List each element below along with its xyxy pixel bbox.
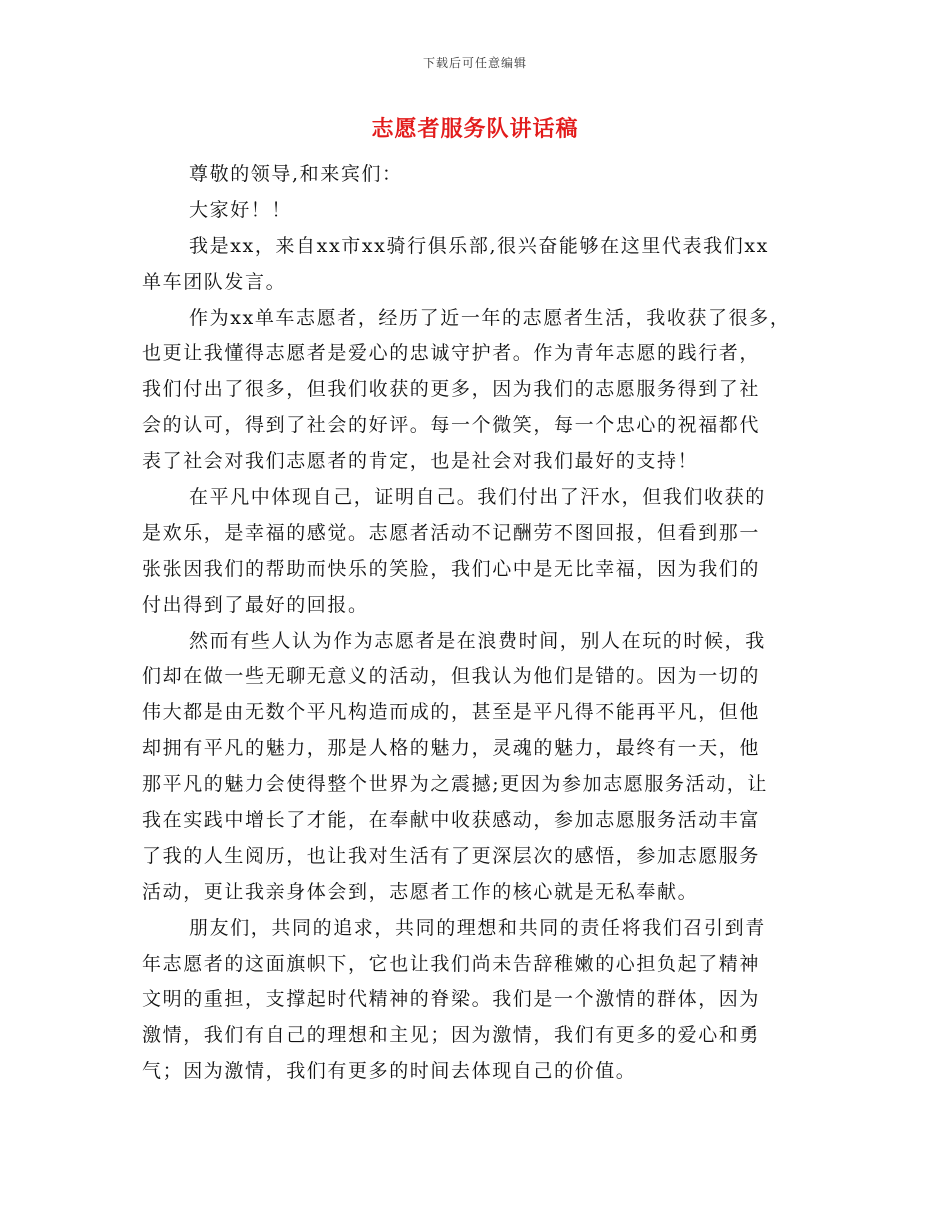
body-line: 尊敬的领导,和来宾们： bbox=[189, 163, 403, 185]
body-line: 文明的重担，支撑起时代精神的脊梁。我们是一个激情的群体，因为 bbox=[142, 988, 761, 1011]
body-line: 单车团队发言。 bbox=[142, 270, 287, 293]
body-line: 大家好！！ bbox=[189, 198, 293, 221]
body-line: 气；因为激情，我们有更多的时间去体现自己的价值。 bbox=[142, 1060, 637, 1083]
body-line: 我在实践中增长了才能，在奉献中收获感动，参加志愿服务活动丰富 bbox=[142, 809, 761, 832]
body-line: 了我的人生阅历，也让我对生活有了更深层次的感悟，参加志愿服务 bbox=[142, 844, 761, 867]
body-line: 激情，我们有自己的理想和主见；因为激情，我们有更多的爱心和勇 bbox=[142, 1024, 761, 1047]
body-line: 朋友们，共同的追求，共同的理想和共同的责任将我们召引到青 bbox=[189, 916, 766, 939]
body-line: 那平凡的魅力会使得整个世界为之震撼;更因为参加志愿服务活动，让 bbox=[142, 773, 769, 796]
body-line: 付出得到了最好的回报。 bbox=[142, 593, 369, 616]
body-line: 也更让我懂得志愿者是爱心的忠诚守护者。作为青年志愿的践行者， bbox=[142, 342, 761, 365]
body-line: 表了社会对我们志愿者的肯定，也是社会对我们最好的支持！ bbox=[142, 450, 699, 473]
page-header-note: 下载后可任意编辑 bbox=[422, 56, 527, 70]
body-line: 是欢乐，是幸福的感觉。志愿者活动不记酬劳不图回报，但看到那一 bbox=[142, 521, 761, 544]
body-line: 活动，更让我亲身体会到，志愿者工作的核心就是无私奉献。 bbox=[142, 880, 699, 903]
document-body bbox=[142, 157, 822, 1090]
body-line: 会的认可，得到了社会的好评。每一个微笑，每一个忠心的祝福都代 bbox=[142, 414, 761, 437]
body-line: 张张因我们的帮助而快乐的笑脸，我们心中是无比幸福，因为我们的 bbox=[142, 557, 761, 580]
document-title: 志愿者服务队讲话稿 bbox=[371, 116, 579, 142]
body-line: 我是xx，来自xx市xx骑行俱乐部,很兴奋能够在这里代表我们xx bbox=[189, 234, 769, 257]
body-line: 伟大都是由无数个平凡构造而成的，甚至是平凡得不能再平凡，但他 bbox=[142, 701, 761, 724]
body-line: 作为xx单车志愿者，经历了近一年的志愿者生活，我收获了很多， bbox=[189, 306, 791, 329]
body-line: 年志愿者的这面旗帜下，它也让我们尚未告辞稚嫩的心担负起了精神 bbox=[142, 952, 761, 975]
body-line: 却拥有平凡的魅力，那是人格的魅力，灵魂的魅力，最终有一天，他 bbox=[142, 737, 761, 760]
body-line: 我们付出了很多，但我们收获的更多，因为我们的志愿服务得到了社 bbox=[142, 378, 761, 401]
body-line: 在平凡中体现自己，证明自己。我们付出了汗水，但我们收获的 bbox=[189, 486, 766, 509]
body-line: 然而有些人认为作为志愿者是在浪费时间，别人在玩的时候，我 bbox=[189, 629, 766, 652]
body-line: 们却在做一些无聊无意义的活动，但我认为他们是错的。因为一切的 bbox=[142, 665, 761, 688]
